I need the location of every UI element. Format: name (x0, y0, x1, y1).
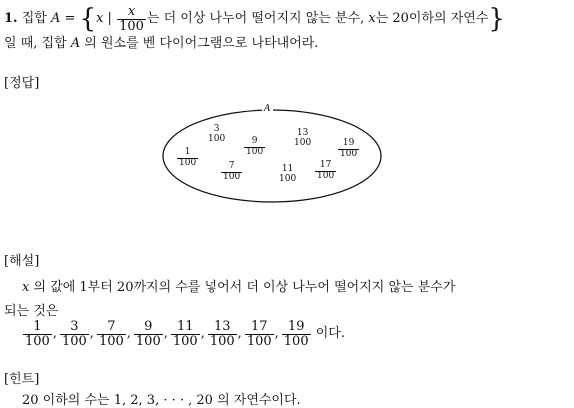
venn-set-label: A (264, 104, 271, 114)
problem-number: 1. (4, 11, 18, 26)
set-builder-fraction (117, 5, 146, 33)
explanation-ending: 이다. (311, 326, 345, 341)
venn-element: 13 100 (294, 128, 312, 148)
explanation-fraction: $\frac{9}{100}$ (135, 318, 161, 349)
set-name: A (50, 11, 61, 26)
fraction-denominator: 100 (119, 18, 144, 34)
venn-element: $\frac{17}{100}$ (317, 160, 335, 181)
problem-line2-a: 일 때, 집합 (4, 36, 71, 51)
explanation-fraction: $\frac{13}{100}$ (209, 318, 235, 349)
explanation-fraction: $\frac{1}{100}$ (25, 318, 50, 349)
explanation-fraction: $\frac{19}{100}$ (283, 318, 309, 349)
fraction-numerator: x (117, 5, 146, 20)
condition-text-1: 는 더 이상 나누어 떨어지지 않는 분수, (146, 11, 369, 26)
equals-sign: = (60, 11, 80, 26)
problem-text-prefix: 집합 (21, 11, 51, 26)
hint-text: 20 이하의 수는 1, 2, 3, · · · , 20 의 자연수이다. (22, 393, 301, 408)
explanation-fraction: $\frac{17}{100}$ (246, 318, 272, 349)
venn-element: $\frac{19}{100}$ (340, 138, 358, 159)
venn-diagram (160, 104, 384, 204)
explanation-fraction: $\frac{11}{100}$ (172, 318, 198, 349)
problem-line2-var: A (70, 36, 81, 51)
explanation-var: x (22, 280, 30, 295)
venn-element: $\frac{1}{100}$ (179, 147, 197, 168)
venn-element: $\frac{7}{100}$ (223, 161, 241, 182)
explanation-heading: [해설] (4, 254, 40, 269)
set-builder-bar: | (103, 11, 117, 26)
explanation-line-2: 되는 것은 (4, 304, 59, 319)
problem-line-2 (4, 32, 318, 51)
explanation-fraction: $\frac{3}{100}$ (61, 318, 87, 349)
explanation-text-1: 의 값에 1부터 20까지의 수를 넣어서 더 이상 나누어 떨어지지 않는 분수가 (29, 280, 456, 295)
explanation-line-1 (22, 276, 455, 295)
hint-heading: [힌트] (4, 372, 40, 387)
problem-line-1 (4, 2, 505, 36)
venn-element: 11 100 (279, 164, 297, 184)
answer-heading: [정답] (4, 76, 40, 91)
explanation-fraction-list: $\frac{1}{100}$ , $\frac{3}{100}$ , $\frac{7}{100}$ , $\frac{9}{100}$ , $\frac{11}{100}$ , $\frac{13}{100}$ , $\frac{17}{100}$ , $\frac{19}{100}$ 이다. (25, 318, 345, 349)
problem-line2-b: 의 원소를 벤 다이어그램으로 나타내어라. (80, 36, 319, 51)
condition-var: x (368, 11, 376, 26)
left-brace: { (79, 4, 97, 34)
venn-element: 3 100 (208, 124, 226, 144)
set-builder-var: x (96, 11, 104, 26)
right-brace: } (488, 4, 505, 34)
venn-element: $\frac{9}{100}$ (246, 136, 264, 157)
explanation-fraction: $\frac{7}{100}$ (98, 318, 124, 349)
condition-text-2: 는 20이하의 자연수 (375, 11, 489, 26)
